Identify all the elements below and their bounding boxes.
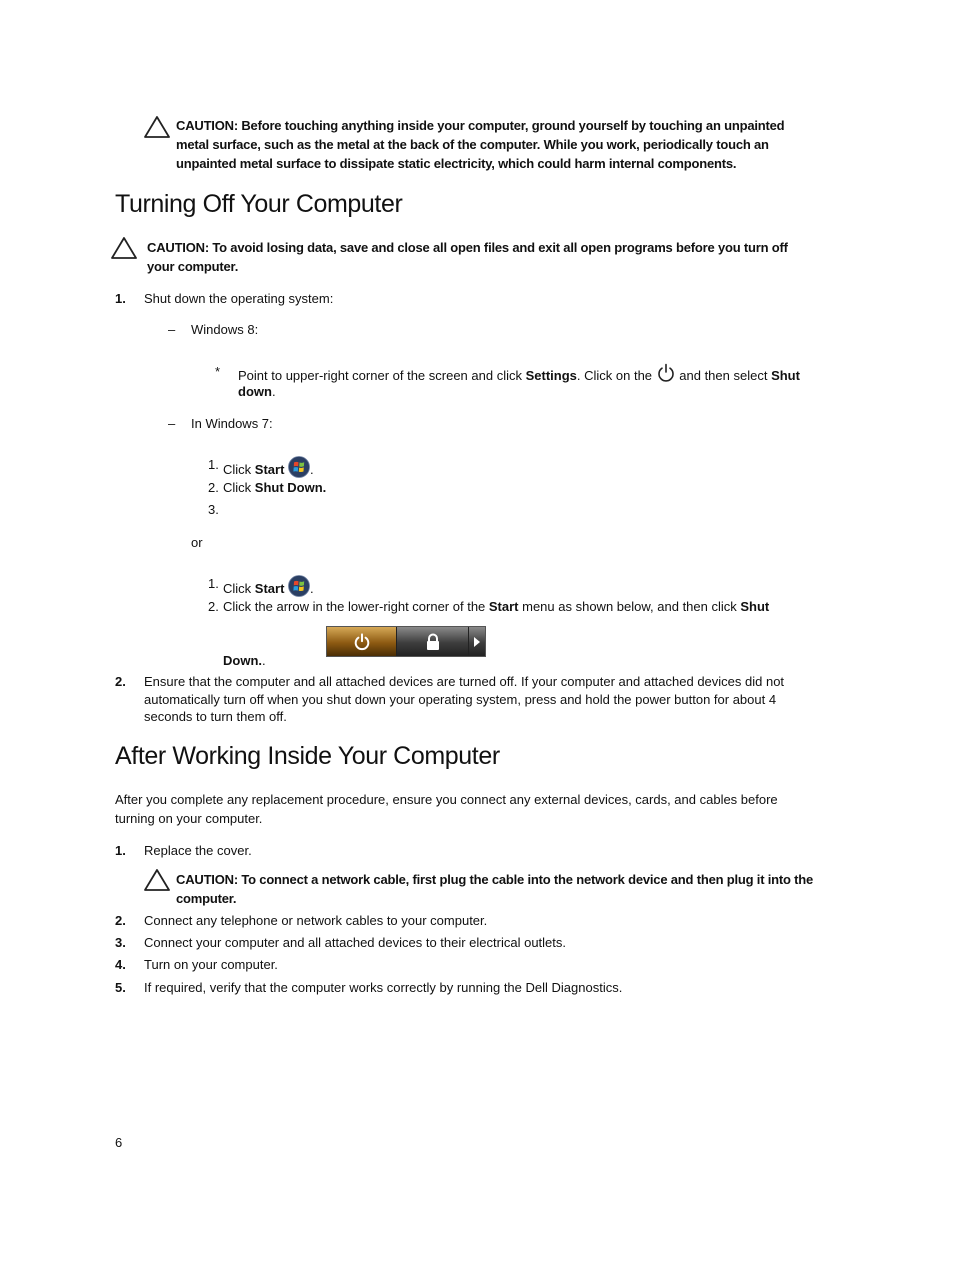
step-number: 1. [115, 291, 126, 306]
shutdown-options-arrow [469, 627, 485, 656]
step-number: 2. [115, 913, 126, 928]
step-text: Turn on your computer. [144, 957, 278, 972]
power-icon [353, 633, 371, 651]
substep-arrow-instruction: Click the arrow in the lower-right corner of the Start menu as shown below, and then click Shut [223, 599, 770, 614]
substep-number: 3. [208, 502, 219, 517]
substep-click-start: Click Start . [223, 575, 314, 598]
caution-turning-off: CAUTION: To avoid losing data, save and close all open files and exit all open programs before you turn off your computer. [147, 240, 788, 274]
caution-icon [143, 868, 171, 892]
step-number: 1. [115, 843, 126, 858]
step-text: Connect your computer and all attached devices to their electrical outlets. [144, 935, 567, 950]
section-heading-after-working: After Working Inside Your Computer [115, 742, 500, 770]
page-number: 6 [115, 1135, 123, 1150]
substep-click-shutdown: Click Shut Down. [223, 480, 327, 495]
shut-term: Shut [771, 368, 800, 383]
windows8-instruction: Point to upper-right corner of the screen and click Settings. Click on the and then select Shut [238, 363, 808, 386]
shutdown-button [327, 627, 397, 656]
list-dash: – [168, 416, 176, 431]
step-number: 3. [115, 935, 126, 950]
substep-number: 2. [208, 599, 219, 614]
windows-start-orb-icon [288, 456, 310, 478]
windows7-label: In Windows 7: [191, 416, 273, 431]
power-icon [656, 363, 676, 383]
down-term: down [238, 384, 272, 399]
windows7-shutdown-bar [326, 626, 486, 657]
section-heading-turning-off: Turning Off Your Computer [115, 190, 403, 218]
step-text: Connect any telephone or network cables to your computer. [144, 913, 488, 928]
arrow-right-icon [473, 637, 481, 647]
caution-intro: CAUTION: Before touching anything inside your computer, ground yourself by touching an unpainted metal surface, such as the metal at the back of the computer. While you work, periodically touch an unpainted metal surface to dissipate static electricity, which could harm internal components. [176, 118, 785, 171]
settings-term: Settings [525, 368, 577, 383]
step-number: 5. [115, 980, 126, 995]
windows-start-orb-icon [288, 575, 310, 597]
lock-button [397, 627, 469, 656]
step-text: Shut down the operating system: [144, 291, 334, 306]
step-number: 4. [115, 957, 126, 972]
lock-icon [425, 633, 441, 651]
section-intro: After you complete any replacement procedure, ensure you connect any external devices, cards, and cables before turning on your computer. [115, 792, 778, 826]
substep-number: 2. [208, 480, 219, 495]
windows8-instruction-cont: down. [238, 384, 276, 399]
substep-click-start: Click Start . [223, 456, 314, 479]
windows8-label: Windows 8: [191, 322, 259, 337]
step-number: 2. [115, 674, 126, 689]
caution-icon [110, 236, 138, 260]
step-text: Ensure that the computer and all attached devices are turned off. If your computer and attached devices did not automatically turn off when you shut down your operating system, press and hold the power button for about 4 seconds to turn them off. [144, 674, 785, 724]
alternative-or: or [191, 535, 203, 550]
list-star: * [215, 364, 221, 379]
caution-icon [143, 115, 171, 139]
caution-network-cable: CAUTION: To connect a network cable, first plug the cable into the network device and then plug it into the computer. [176, 872, 814, 906]
substep-number: 1. [208, 576, 219, 591]
substep-number: 1. [208, 457, 219, 472]
step-text: If required, verify that the computer works correctly by running the Dell Diagnostics. [144, 980, 623, 995]
step-text: Replace the cover. [144, 843, 252, 858]
list-dash: – [168, 322, 176, 337]
substep-arrow-instruction-cont: Down.. [223, 653, 266, 668]
